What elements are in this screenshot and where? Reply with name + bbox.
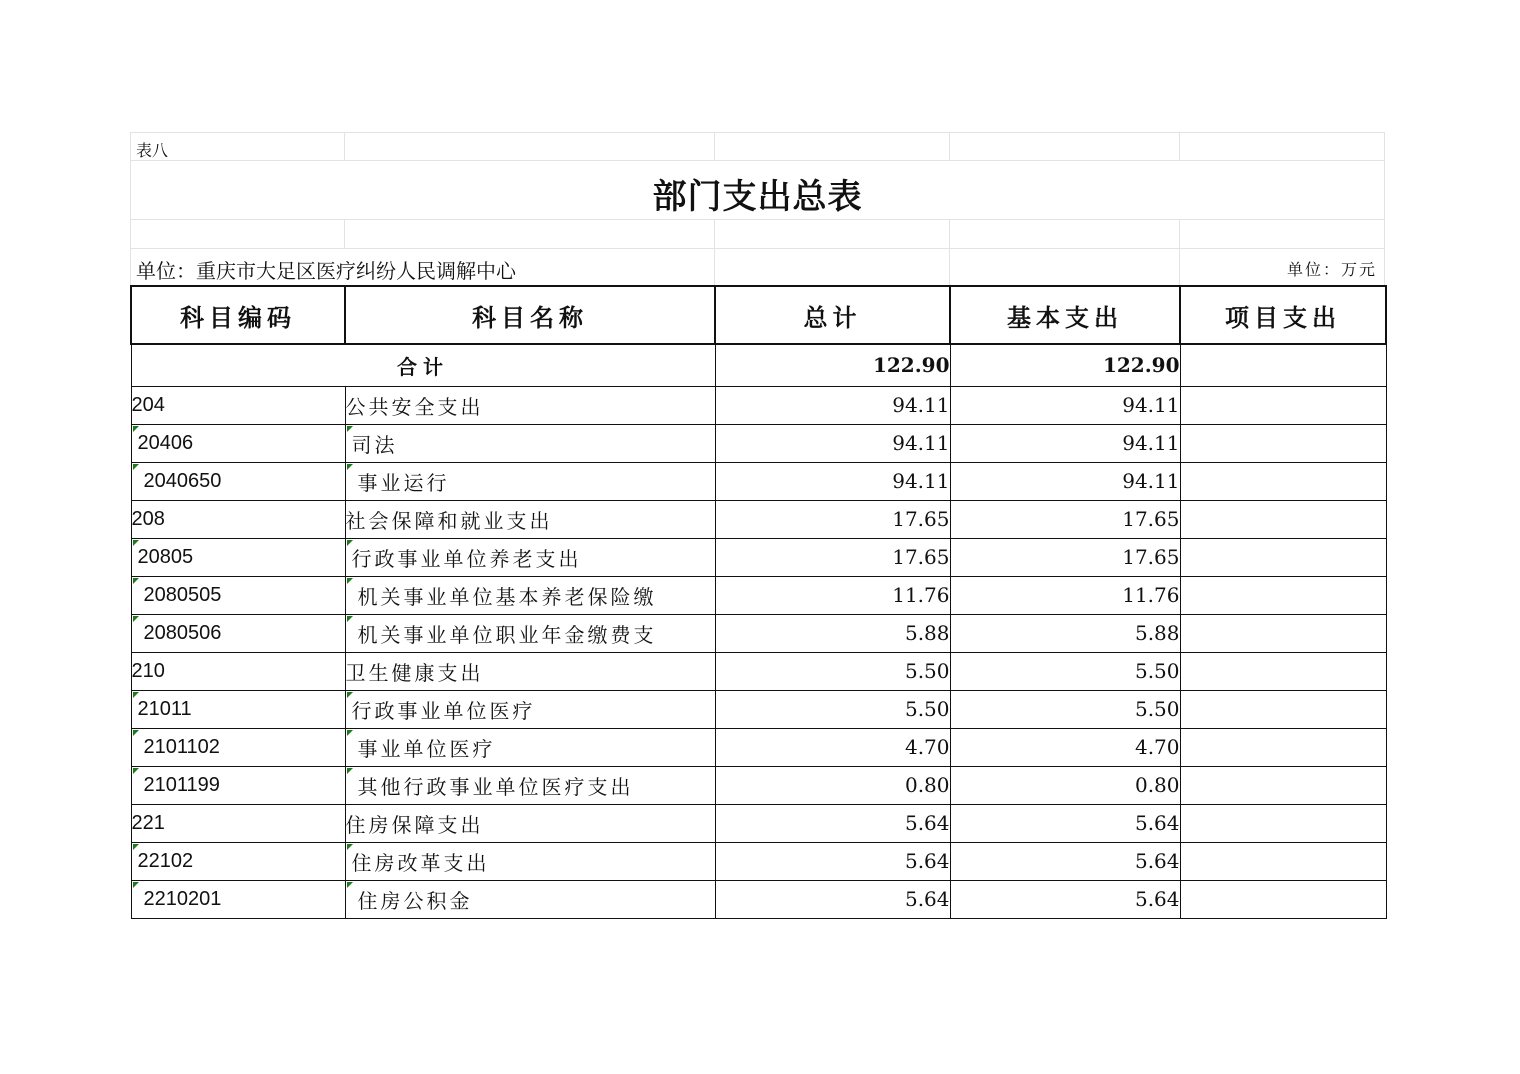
row-project <box>1180 424 1386 462</box>
table-row <box>131 538 1386 576</box>
row-name <box>345 576 715 614</box>
row-basic-text: 0.80 <box>1134 773 1180 797</box>
row-basic-text: 5.50 <box>1134 697 1180 721</box>
row-basic-text: 17.65 <box>1122 545 1180 569</box>
row-basic-text: 94.11 <box>1122 431 1180 455</box>
header-code: 科目编码 <box>131 286 345 344</box>
row-total-text: 5.64 <box>904 849 950 873</box>
row-name-text: 司法 <box>351 432 398 457</box>
row-code <box>131 652 345 690</box>
row-code <box>131 386 345 424</box>
row-name-text: 行政事业单位养老支出 <box>351 546 582 571</box>
total-basic: 122.90 <box>950 344 1180 386</box>
row-name <box>345 728 715 766</box>
row-total-text: 94.11 <box>892 469 950 493</box>
cell-marker-icon <box>347 768 353 774</box>
row-total <box>715 500 950 538</box>
row-project <box>1180 386 1386 424</box>
row-code <box>131 538 345 576</box>
row-name <box>345 500 715 538</box>
table-row <box>131 766 1386 804</box>
cell-marker-icon <box>133 616 139 622</box>
row-code-text: 20406 <box>137 431 194 454</box>
row-name-text: 行政事业单位医疗 <box>351 698 536 723</box>
row-code-text: 2080505 <box>143 583 222 606</box>
table-row <box>131 804 1386 842</box>
row-name-text: 机关事业单位基本养老保险缴 <box>357 584 657 609</box>
cell-marker-icon <box>347 464 353 470</box>
row-code <box>131 842 345 880</box>
row-basic-text: 5.50 <box>1134 659 1180 683</box>
cell-marker-icon <box>347 616 353 622</box>
row-code-text: 2080506 <box>143 621 222 644</box>
table-row <box>131 614 1386 652</box>
header-project: 项目支出 <box>1180 286 1386 344</box>
row-total-text: 0.80 <box>904 773 950 797</box>
row-name-text: 卫生健康支出 <box>345 660 484 685</box>
spreadsheet-sheet <box>130 132 1385 919</box>
row-total-text: 94.11 <box>892 431 950 455</box>
row-name <box>345 462 715 500</box>
cell-marker-icon <box>347 540 353 546</box>
row-name-text: 事业运行 <box>357 470 450 495</box>
row-code <box>131 614 345 652</box>
row-code-text: 208 <box>131 507 165 530</box>
row-code-text: 20805 <box>137 545 194 568</box>
row-name-text: 住房改革支出 <box>351 850 490 875</box>
expenditure-table <box>130 285 1387 919</box>
row-total-text: 11.76 <box>892 583 950 607</box>
row-total <box>715 576 950 614</box>
row-code <box>131 880 345 918</box>
table-row <box>131 424 1386 462</box>
row-basic <box>950 842 1180 880</box>
row-basic-text: 94.11 <box>1122 393 1180 417</box>
total-label: 合计 <box>131 344 715 386</box>
row-code <box>131 804 345 842</box>
title-row <box>130 161 1385 220</box>
row-total-text: 17.65 <box>892 545 950 569</box>
row-code-text: 210 <box>131 659 165 682</box>
row-code <box>131 424 345 462</box>
row-total <box>715 652 950 690</box>
row-total-text: 4.70 <box>904 735 950 759</box>
row-basic-text: 5.64 <box>1134 849 1180 873</box>
row-total <box>715 880 950 918</box>
row-code <box>131 576 345 614</box>
table-row <box>131 500 1386 538</box>
row-basic-text: 5.64 <box>1134 811 1180 835</box>
row-project <box>1180 766 1386 804</box>
header-total: 总计 <box>715 286 950 344</box>
table-row <box>131 462 1386 500</box>
row-basic <box>950 614 1180 652</box>
header-name: 科目名称 <box>345 286 715 344</box>
row-total-text: 5.50 <box>904 697 950 721</box>
cell-marker-icon <box>133 768 139 774</box>
row-basic <box>950 538 1180 576</box>
table-row <box>131 880 1386 918</box>
table-row <box>131 842 1386 880</box>
row-name-text: 住房保障支出 <box>345 812 484 837</box>
cell-marker-icon <box>133 578 139 584</box>
header-row <box>131 286 1386 344</box>
row-basic-text: 4.70 <box>1134 735 1180 759</box>
cell-marker-icon <box>133 464 139 470</box>
total-row <box>131 344 1386 386</box>
row-name-text: 机关事业单位职业年金缴费支 <box>357 622 657 647</box>
row-code <box>131 462 345 500</box>
row-code-text: 221 <box>131 811 165 834</box>
row-name-text: 社会保障和就业支出 <box>345 508 553 533</box>
row-basic <box>950 424 1180 462</box>
row-code <box>131 690 345 728</box>
row-code <box>131 728 345 766</box>
blank-row <box>130 220 1385 249</box>
row-total <box>715 538 950 576</box>
row-name <box>345 614 715 652</box>
row-name-text: 住房公积金 <box>357 888 473 913</box>
row-basic <box>950 576 1180 614</box>
row-code <box>131 500 345 538</box>
row-total <box>715 804 950 842</box>
row-total <box>715 690 950 728</box>
table-row <box>131 728 1386 766</box>
row-basic-text: 94.11 <box>1122 469 1180 493</box>
row-total-text: 5.88 <box>904 621 950 645</box>
row-project <box>1180 538 1386 576</box>
row-total <box>715 728 950 766</box>
row-basic-text: 11.76 <box>1122 583 1180 607</box>
row-code-text: 22102 <box>137 849 194 872</box>
row-basic <box>950 880 1180 918</box>
row-total-text: 17.65 <box>892 507 950 531</box>
row-name <box>345 386 715 424</box>
total-sum: 122.90 <box>715 344 950 386</box>
row-name <box>345 804 715 842</box>
row-code-text: 2040650 <box>143 469 222 492</box>
row-total <box>715 462 950 500</box>
row-project <box>1180 500 1386 538</box>
row-name <box>345 424 715 462</box>
cell-marker-icon <box>133 540 139 546</box>
row-name-text: 事业单位医疗 <box>357 736 496 761</box>
row-total-text: 5.64 <box>904 811 950 835</box>
row-project <box>1180 804 1386 842</box>
cell-marker-icon <box>133 844 139 850</box>
cell-marker-icon <box>133 692 139 698</box>
cell-marker-icon <box>347 730 353 736</box>
row-total <box>715 386 950 424</box>
row-total <box>715 766 950 804</box>
row-total <box>715 842 950 880</box>
row-total-text: 94.11 <box>892 393 950 417</box>
row-basic-text: 5.88 <box>1134 621 1180 645</box>
row-basic-text: 17.65 <box>1122 507 1180 531</box>
row-project <box>1180 462 1386 500</box>
row-basic <box>950 500 1180 538</box>
row-total-text: 5.64 <box>904 887 950 911</box>
row-name <box>345 880 715 918</box>
cell-marker-icon <box>133 882 139 888</box>
row-code-text: 2210201 <box>143 887 222 910</box>
row-basic <box>950 690 1180 728</box>
unit-currency: 单位：万元 <box>1286 260 1377 279</box>
table-row <box>131 652 1386 690</box>
row-basic <box>950 652 1180 690</box>
row-name-text: 其他行政事业单位医疗支出 <box>357 774 634 799</box>
row-project <box>1180 576 1386 614</box>
cell-marker-icon <box>347 692 353 698</box>
unit-row <box>130 249 1385 285</box>
row-basic <box>950 804 1180 842</box>
row-project <box>1180 614 1386 652</box>
cell-marker-icon <box>347 844 353 850</box>
row-project <box>1180 880 1386 918</box>
cell-marker-icon <box>347 882 353 888</box>
row-total <box>715 424 950 462</box>
cell-marker-icon <box>347 578 353 584</box>
table-row <box>131 690 1386 728</box>
row-name <box>345 766 715 804</box>
row-code <box>131 766 345 804</box>
row-project <box>1180 652 1386 690</box>
unit-organization: 单位：重庆市大足区医疗纠纷人民调解中心 <box>136 259 516 283</box>
row-code-text: 2101102 <box>143 735 220 758</box>
row-total-text: 5.50 <box>904 659 950 683</box>
row-total <box>715 614 950 652</box>
table-row <box>131 576 1386 614</box>
row-name <box>345 538 715 576</box>
cell-marker-icon <box>133 426 139 432</box>
row-name <box>345 652 715 690</box>
page-title: 部门支出总表 <box>652 177 863 217</box>
row-name <box>345 690 715 728</box>
table-tag: 表八 <box>136 141 169 160</box>
row-basic <box>950 386 1180 424</box>
row-basic <box>950 462 1180 500</box>
row-basic <box>950 766 1180 804</box>
row-project <box>1180 842 1386 880</box>
tag-row <box>130 132 1385 161</box>
row-basic <box>950 728 1180 766</box>
total-project <box>1180 344 1386 386</box>
table-row <box>131 386 1386 424</box>
row-code-text: 2101199 <box>143 773 220 796</box>
row-name <box>345 842 715 880</box>
cell-marker-icon <box>347 426 353 432</box>
header-basic: 基本支出 <box>950 286 1180 344</box>
row-code-text: 21011 <box>137 697 192 720</box>
row-basic-text: 5.64 <box>1134 887 1180 911</box>
cell-marker-icon <box>133 730 139 736</box>
row-project <box>1180 728 1386 766</box>
row-project <box>1180 690 1386 728</box>
row-name-text: 公共安全支出 <box>345 394 484 419</box>
row-code-text: 204 <box>131 393 165 416</box>
